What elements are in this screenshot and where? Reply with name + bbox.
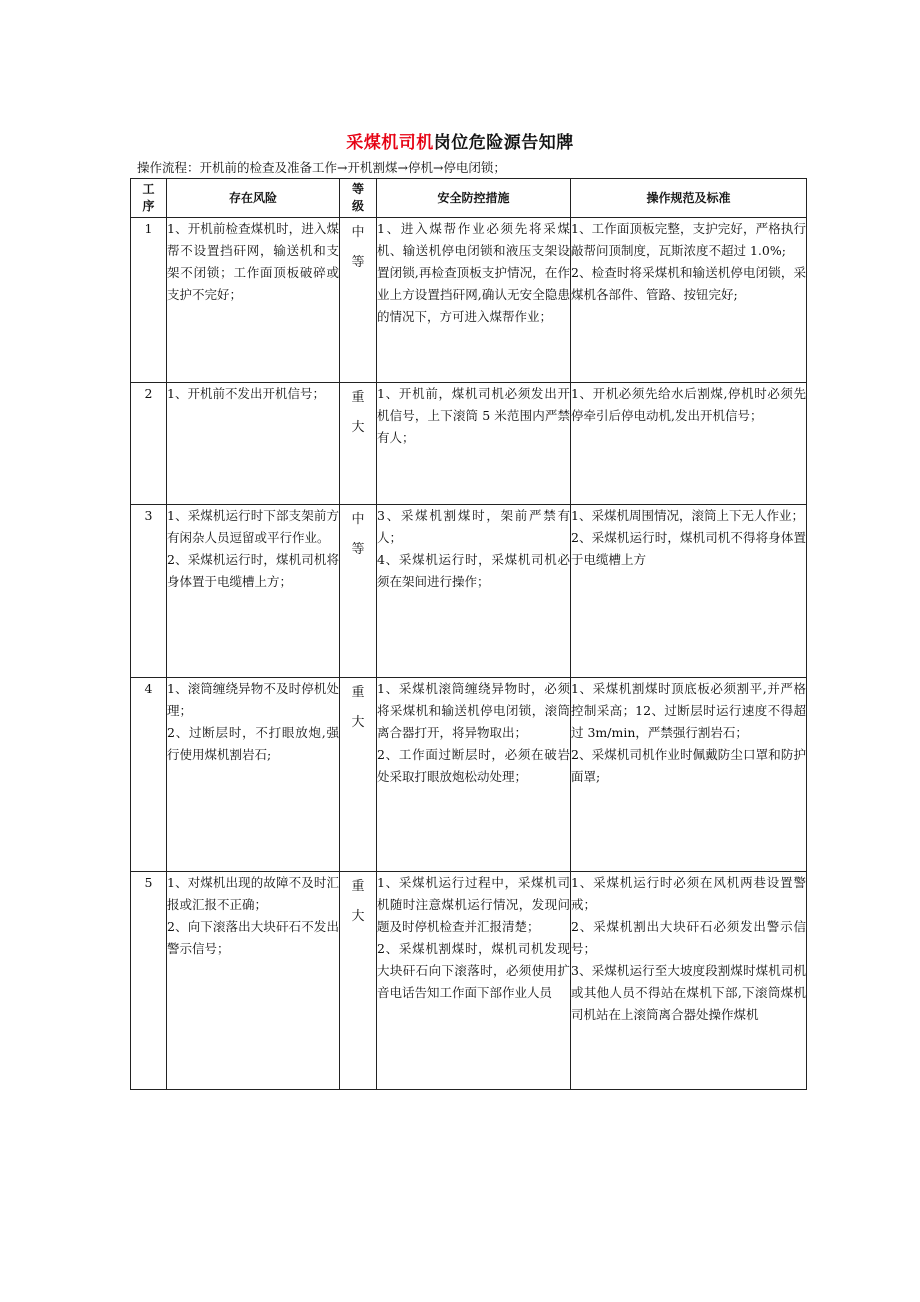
cell-line: 1、采煤机割煤时顶底板必须割平,并严格控制采高；12、过断层时运行速度不得超过 3m/min，严禁强行割岩石；: [571, 681, 806, 740]
cell-standard: [571, 383, 807, 505]
cell-line: 1、采煤机运行时下部支架前方有闲杂人员逗留或平行作业。: [167, 508, 339, 545]
cell-line: 3、采煤机割煤时，架前严禁有人；: [377, 508, 570, 545]
cell-seq: 1: [131, 218, 167, 383]
cell-standard: [571, 218, 807, 383]
cell-line: 2、采煤机司机作业时佩戴防尘口罩和防护面罩;: [571, 747, 806, 784]
header-standard: 操作规范及标准: [571, 179, 807, 218]
operation-flow: 操作流程：开机前的检查及准备工作→开机割煤→停机→停电闭锁；: [137, 160, 506, 175]
cell-grade: [340, 218, 377, 383]
cell-line: 2、采煤机运行时，煤机司机将身体置于电缆槽上方；: [167, 552, 339, 589]
cell-line: 1、开机必须先给水后割煤,停机时必须先停牵引后停电动机,发出开机信号；: [571, 386, 806, 423]
cell-measures: [377, 383, 571, 505]
grade-char: 大: [351, 420, 365, 435]
cell-line: 2、采煤机割出大块矸石必须发出警示信号；: [571, 919, 806, 956]
table-header: [131, 179, 807, 218]
cell-line: 1、滚筒缠绕异物不及时停机处理；: [167, 681, 339, 718]
cell-line: 3、采煤机运行至大坡度段割煤时煤机司机或其他人员不得站在煤机下部,下滚筒煤机司机站在上滚筒离合器处操作煤机: [571, 963, 806, 1022]
cell-grade: [340, 383, 377, 505]
cell-line: 2、向下滚落出大块矸石不发出警示信号；: [167, 919, 339, 956]
cell-line: 1、工作面顶板完整，支护完好，严格执行敲帮问顶制度，瓦斯浓度不超过 1.0%;: [571, 221, 806, 258]
header-row: [131, 179, 807, 218]
cell-line: 2、检查时将采煤机和输送机停电闭锁，采煤机各部件、管路、按钮完好;: [571, 265, 806, 302]
header-grade: 等级: [340, 179, 377, 218]
cell-standard: [571, 505, 807, 678]
cell-risk: [167, 872, 340, 1090]
grade-char: 等: [351, 255, 365, 270]
cell-seq: 3: [131, 505, 167, 678]
cell-risk: [167, 505, 340, 678]
grade-char: 中: [351, 225, 365, 240]
document-title: [0, 131, 920, 155]
cell-measures: [377, 678, 571, 872]
grade-label: [351, 678, 365, 738]
cell-line: 1、采煤机运行过程中，采煤机司机随时注意煤机运行情况，发现问题及时停机检查并汇报清楚；: [377, 875, 570, 934]
cell-line: 1、采煤机运行时必须在风机两巷设置警戒；: [571, 875, 806, 912]
cell-risk: [167, 218, 340, 383]
hazard-table: [130, 178, 807, 1090]
cell-standard: [571, 678, 807, 872]
title-highlight: 采煤机司机: [346, 133, 434, 153]
cell-grade: [340, 678, 377, 872]
cell-line: 2、工作面过断层时，必须在破岩处采取打眼放炮松动处理；: [377, 747, 570, 784]
grade-char: 等: [351, 542, 365, 557]
cell-line: 2、采煤机运行时，煤机司机不得将身体置于电缆槽上方: [571, 530, 806, 567]
table-row: [131, 218, 807, 383]
cell-line: 2、过断层时，不打眼放炮,强行使用煤机割岩石;: [167, 725, 339, 762]
cell-line: 1、开机前不发出开机信号；: [167, 386, 325, 401]
header-measures: 安全防控措施: [377, 179, 571, 218]
grade-label: [351, 505, 365, 565]
cell-line: 1、对煤机出现的故障不及时汇报或汇报不正确；: [167, 875, 339, 912]
grade-char: 中: [351, 512, 365, 527]
header-seq: 工序: [131, 179, 167, 218]
grade-label: [351, 218, 365, 278]
cell-line: 1、采煤机周围情况，滚筒上下无人作业；: [571, 508, 804, 523]
cell-standard: [571, 872, 807, 1090]
cell-grade: [340, 872, 377, 1090]
cell-line: 4、采煤机运行时，采煤机司机必须在架间进行操作；: [377, 552, 570, 589]
table-row: [131, 678, 807, 872]
grade-char: 大: [351, 715, 365, 730]
grade-label: [351, 383, 365, 443]
cell-line: 1、采煤机滚筒缠绕异物时，必须将采煤机和输送机停电闭锁，滚筒离合器打开，将异物取出；: [377, 681, 570, 740]
cell-line: 1、开机前，煤机司机必须发出开机信号，上下滚筒 5 米范围内严禁有人；: [377, 386, 570, 445]
cell-line: 1、开机前检查煤机时，进入煤帮不设置挡矸网，输送机和支架不闭锁；工作面顶板破碎或支护不完好；: [167, 221, 339, 302]
cell-line: 1、进入煤帮作业必须先将采煤机、输送机停电闭锁和液压支架设置闭锁,再检查顶板支护情况，在作业上方设置挡矸网,确认无安全隐患的情况下，方可进入煤帮作业；: [377, 221, 570, 324]
cell-measures: [377, 218, 571, 383]
table-body: [131, 218, 807, 1090]
cell-seq: 5: [131, 872, 167, 1090]
cell-line: 2、采煤机割煤时，煤机司机发现大块矸石向下滚落时，必须使用扩音电话告知工作面下部作业人员: [377, 941, 570, 1000]
table-row: [131, 383, 807, 505]
title-rest: 岗位危险源告知牌: [433, 133, 574, 153]
cell-grade: [340, 505, 377, 678]
cell-risk: [167, 678, 340, 872]
grade-label: [351, 872, 365, 932]
cell-measures: [377, 872, 571, 1090]
cell-seq: 4: [131, 678, 167, 872]
header-risk: 存在风险: [167, 179, 340, 218]
grade-char: 重: [351, 390, 365, 405]
table-row: [131, 505, 807, 678]
table-row: [131, 872, 807, 1090]
grade-char: 大: [351, 909, 365, 924]
cell-seq: 2: [131, 383, 167, 505]
grade-char: 重: [351, 879, 365, 894]
cell-risk: [167, 383, 340, 505]
grade-char: 重: [351, 685, 365, 700]
cell-measures: [377, 505, 571, 678]
